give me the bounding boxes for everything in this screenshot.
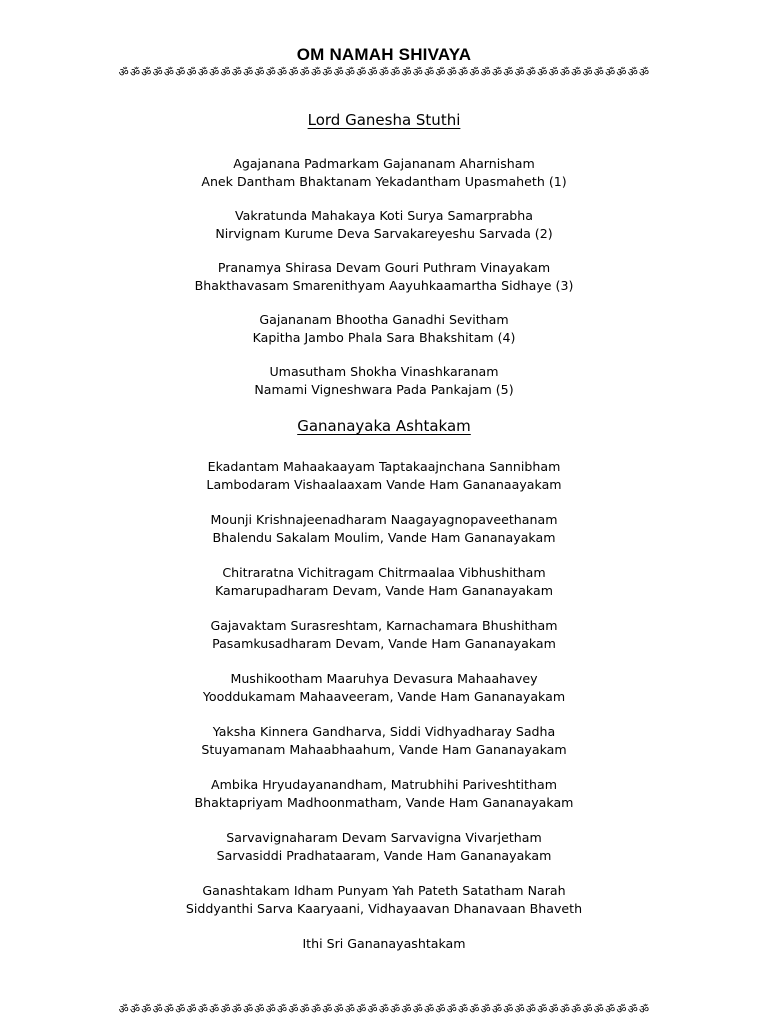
verse-line: Stuyamanam Mahaabhaahum, Vande Ham Gananayakam bbox=[201, 742, 567, 757]
om-symbol-icon: ॐ bbox=[129, 1003, 140, 1016]
om-symbol-icon: ॐ bbox=[412, 66, 423, 79]
gananayaka-ashtakam-verses bbox=[0, 458, 768, 953]
om-symbol-icon: ॐ bbox=[356, 1003, 367, 1016]
om-symbol-icon: ॐ bbox=[446, 1003, 457, 1016]
om-symbol-icon: ॐ bbox=[571, 66, 582, 79]
om-symbol-icon: ॐ bbox=[118, 66, 129, 79]
verse-line: Ambika Hryudayanandham, Matrubhihi Pariveshtitham bbox=[211, 777, 557, 792]
om-symbol-icon: ॐ bbox=[480, 66, 491, 79]
om-symbol-icon: ॐ bbox=[639, 1003, 650, 1016]
om-symbol-icon: ॐ bbox=[243, 1003, 254, 1016]
om-symbol-icon: ॐ bbox=[254, 1003, 265, 1016]
om-symbol-icon: ॐ bbox=[514, 1003, 525, 1016]
om-symbol-icon: ॐ bbox=[435, 66, 446, 79]
verse-line: Pasamkusadharam Devam, Vande Ham Gananayakam bbox=[212, 636, 556, 651]
om-symbol-icon: ॐ bbox=[209, 1003, 220, 1016]
verse-line: Ekadantam Mahaakaayam Taptakaajnchana Sannibham bbox=[207, 459, 561, 474]
verse-line: Pranamya Shirasa Devam Gouri Puthram Vinayakam bbox=[217, 260, 551, 275]
verse-line: Yaksha Kinnera Gandharva, Siddi Vidhyadharay Sadha bbox=[212, 724, 556, 739]
om-symbol-icon: ॐ bbox=[288, 1003, 299, 1016]
om-symbol-icon: ॐ bbox=[344, 66, 355, 79]
om-symbol-icon: ॐ bbox=[639, 66, 650, 79]
verse bbox=[0, 617, 768, 653]
verse-line: Sarvasiddi Pradhataaram, Vande Ham Gananayakam bbox=[216, 848, 552, 863]
section-heading-gananayaka-ashtakam: Gananayaka Ashtakam bbox=[297, 417, 471, 435]
om-symbol-icon: ॐ bbox=[310, 1003, 321, 1016]
om-symbol-icon: ॐ bbox=[367, 66, 378, 79]
om-symbol-icon: ॐ bbox=[503, 1003, 514, 1016]
om-symbol-icon: ॐ bbox=[582, 66, 593, 79]
om-symbol-icon: ॐ bbox=[310, 66, 321, 79]
om-symbol-icon: ॐ bbox=[231, 66, 242, 79]
om-symbol-icon: ॐ bbox=[424, 1003, 435, 1016]
om-symbol-icon: ॐ bbox=[322, 1003, 333, 1016]
om-symbol-icon: ॐ bbox=[480, 1003, 491, 1016]
om-symbol-icon: ॐ bbox=[537, 66, 548, 79]
om-symbol-icon: ॐ bbox=[571, 1003, 582, 1016]
section-heading-ganesha-stuthi: Lord Ganesha Stuthi bbox=[307, 111, 461, 129]
verse bbox=[0, 564, 768, 600]
verse-line: Bhaktapriyam Madhoonmatham, Vande Ham Gananayakam bbox=[194, 795, 574, 810]
om-symbol-icon: ॐ bbox=[254, 66, 265, 79]
om-symbol-icon: ॐ bbox=[299, 66, 310, 79]
om-symbol-icon: ॐ bbox=[593, 1003, 604, 1016]
verse bbox=[0, 776, 768, 812]
verse-line: Bhalendu Sakalam Moulim, Vande Ham Gananayakam bbox=[212, 530, 556, 545]
om-symbol-icon: ॐ bbox=[344, 1003, 355, 1016]
om-symbol-icon: ॐ bbox=[220, 1003, 231, 1016]
om-symbol-icon: ॐ bbox=[243, 66, 254, 79]
om-border-top bbox=[118, 66, 650, 80]
verse-line: Gajavaktam Surasreshtam, Karnachamara Bhushitham bbox=[210, 618, 558, 633]
om-symbol-icon: ॐ bbox=[186, 1003, 197, 1016]
verse-line: Anek Dantham Bhaktanam Yekadantham Upasmaheth (1) bbox=[201, 174, 567, 189]
om-border-bottom bbox=[118, 1003, 650, 1017]
verse bbox=[0, 511, 768, 547]
verse-line: Nirvignam Kurume Deva Sarvakareyeshu Sarvada (2) bbox=[215, 226, 553, 241]
om-symbol-icon: ॐ bbox=[424, 66, 435, 79]
om-symbol-icon: ॐ bbox=[322, 66, 333, 79]
om-symbol-icon: ॐ bbox=[627, 66, 638, 79]
verse-line: Gajananam Bhootha Ganadhi Sevitham bbox=[259, 312, 509, 327]
verse bbox=[0, 458, 768, 494]
verse-line: Mounji Krishnajeenadharam Naagayagnopaveethanam bbox=[210, 512, 558, 527]
om-symbol-icon: ॐ bbox=[627, 1003, 638, 1016]
om-symbol-icon: ॐ bbox=[356, 66, 367, 79]
om-symbol-icon: ॐ bbox=[277, 1003, 288, 1016]
om-symbol-icon: ॐ bbox=[469, 1003, 480, 1016]
om-symbol-icon: ॐ bbox=[231, 1003, 242, 1016]
verse bbox=[0, 207, 768, 243]
om-symbol-icon: ॐ bbox=[446, 66, 457, 79]
verse-line: Yooddukamam Mahaaveeram, Vande Ham Gananayakam bbox=[202, 689, 566, 704]
verse bbox=[0, 935, 768, 953]
om-symbol-icon: ॐ bbox=[175, 1003, 186, 1016]
om-symbol-icon: ॐ bbox=[277, 66, 288, 79]
verse-line: Kapitha Jambo Phala Sara Bhakshitam (4) bbox=[252, 330, 516, 345]
om-symbol-icon: ॐ bbox=[548, 66, 559, 79]
om-symbol-icon: ॐ bbox=[378, 1003, 389, 1016]
om-symbol-icon: ॐ bbox=[525, 66, 536, 79]
verse bbox=[0, 311, 768, 347]
om-symbol-icon: ॐ bbox=[491, 1003, 502, 1016]
om-symbol-icon: ॐ bbox=[265, 66, 276, 79]
om-symbol-icon: ॐ bbox=[401, 66, 412, 79]
om-symbol-icon: ॐ bbox=[333, 66, 344, 79]
om-symbol-icon: ॐ bbox=[503, 66, 514, 79]
om-symbol-icon: ॐ bbox=[605, 1003, 616, 1016]
om-symbol-icon: ॐ bbox=[458, 66, 469, 79]
om-symbol-icon: ॐ bbox=[616, 66, 627, 79]
om-symbol-icon: ॐ bbox=[435, 1003, 446, 1016]
ganesha-stuthi-verses bbox=[0, 155, 768, 399]
om-symbol-icon: ॐ bbox=[265, 1003, 276, 1016]
om-symbol-icon: ॐ bbox=[401, 1003, 412, 1016]
om-symbol-icon: ॐ bbox=[559, 66, 570, 79]
verse-line: Bhakthavasam Smarenithyam Aayuhkaamartha Sidhaye (3) bbox=[194, 278, 574, 293]
verse-line: Umasutham Shokha Vinashkaranam bbox=[269, 364, 499, 379]
verse-line: Vakratunda Mahakaya Koti Surya Samarprabha bbox=[235, 208, 533, 223]
om-symbol-icon: ॐ bbox=[197, 1003, 208, 1016]
verse bbox=[0, 670, 768, 706]
om-symbol-icon: ॐ bbox=[412, 1003, 423, 1016]
verse bbox=[0, 363, 768, 399]
om-symbol-icon: ॐ bbox=[548, 1003, 559, 1016]
verse-line: Chitraratna Vichitragam Chitrmaalaa Vibhushitham bbox=[222, 565, 546, 580]
om-symbol-icon: ॐ bbox=[390, 1003, 401, 1016]
om-symbol-icon: ॐ bbox=[559, 1003, 570, 1016]
verse-line: Mushikootham Maaruhya Devasura Mahaahavey bbox=[230, 671, 538, 686]
verse bbox=[0, 723, 768, 759]
om-symbol-icon: ॐ bbox=[129, 66, 140, 79]
om-symbol-icon: ॐ bbox=[605, 66, 616, 79]
om-symbol-icon: ॐ bbox=[593, 66, 604, 79]
om-symbol-icon: ॐ bbox=[118, 1003, 129, 1016]
om-symbol-icon: ॐ bbox=[163, 66, 174, 79]
om-symbol-icon: ॐ bbox=[514, 66, 525, 79]
om-symbol-icon: ॐ bbox=[367, 1003, 378, 1016]
om-symbol-icon: ॐ bbox=[141, 1003, 152, 1016]
om-symbol-icon: ॐ bbox=[469, 66, 480, 79]
om-symbol-icon: ॐ bbox=[525, 1003, 536, 1016]
om-symbol-icon: ॐ bbox=[175, 66, 186, 79]
verse-line: Ganashtakam Idham Punyam Yah Pateth Satatham Narah bbox=[202, 883, 566, 898]
om-symbol-icon: ॐ bbox=[152, 66, 163, 79]
om-symbol-icon: ॐ bbox=[141, 66, 152, 79]
om-symbol-icon: ॐ bbox=[491, 66, 502, 79]
om-symbol-icon: ॐ bbox=[582, 1003, 593, 1016]
om-symbol-icon: ॐ bbox=[299, 1003, 310, 1016]
verse bbox=[0, 829, 768, 865]
om-symbol-icon: ॐ bbox=[220, 66, 231, 79]
om-symbol-icon: ॐ bbox=[209, 66, 220, 79]
verse bbox=[0, 882, 768, 918]
om-symbol-icon: ॐ bbox=[152, 1003, 163, 1016]
om-symbol-icon: ॐ bbox=[197, 66, 208, 79]
verse-line: Siddyanthi Sarva Kaaryaani, Vidhayaavan Dhanavaan Bhaveth bbox=[185, 901, 583, 916]
om-symbol-icon: ॐ bbox=[333, 1003, 344, 1016]
verse-line: Namami Vigneshwara Pada Pankajam (5) bbox=[254, 382, 514, 397]
verse-line: Agajanana Padmarkam Gajananam Aharnisham bbox=[233, 156, 535, 171]
om-symbol-icon: ॐ bbox=[378, 66, 389, 79]
verse-line: Lambodaram Vishaalaaxam Vande Ham Gananaayakam bbox=[206, 477, 562, 492]
om-symbol-icon: ॐ bbox=[458, 1003, 469, 1016]
om-symbol-icon: ॐ bbox=[186, 66, 197, 79]
verse bbox=[0, 259, 768, 295]
om-symbol-icon: ॐ bbox=[616, 1003, 627, 1016]
page-title: OM NAMAH SHIVAYA bbox=[296, 45, 472, 64]
verse bbox=[0, 155, 768, 191]
om-symbol-icon: ॐ bbox=[163, 1003, 174, 1016]
verse-line: Ithi Sri Gananayashtakam bbox=[302, 936, 466, 951]
om-symbol-icon: ॐ bbox=[288, 66, 299, 79]
verse-line: Sarvavignaharam Devam Sarvavigna Vivarjetham bbox=[226, 830, 542, 845]
verse-line: Kamarupadharam Devam, Vande Ham Gananayakam bbox=[214, 583, 553, 598]
om-symbol-icon: ॐ bbox=[537, 1003, 548, 1016]
om-symbol-icon: ॐ bbox=[390, 66, 401, 79]
